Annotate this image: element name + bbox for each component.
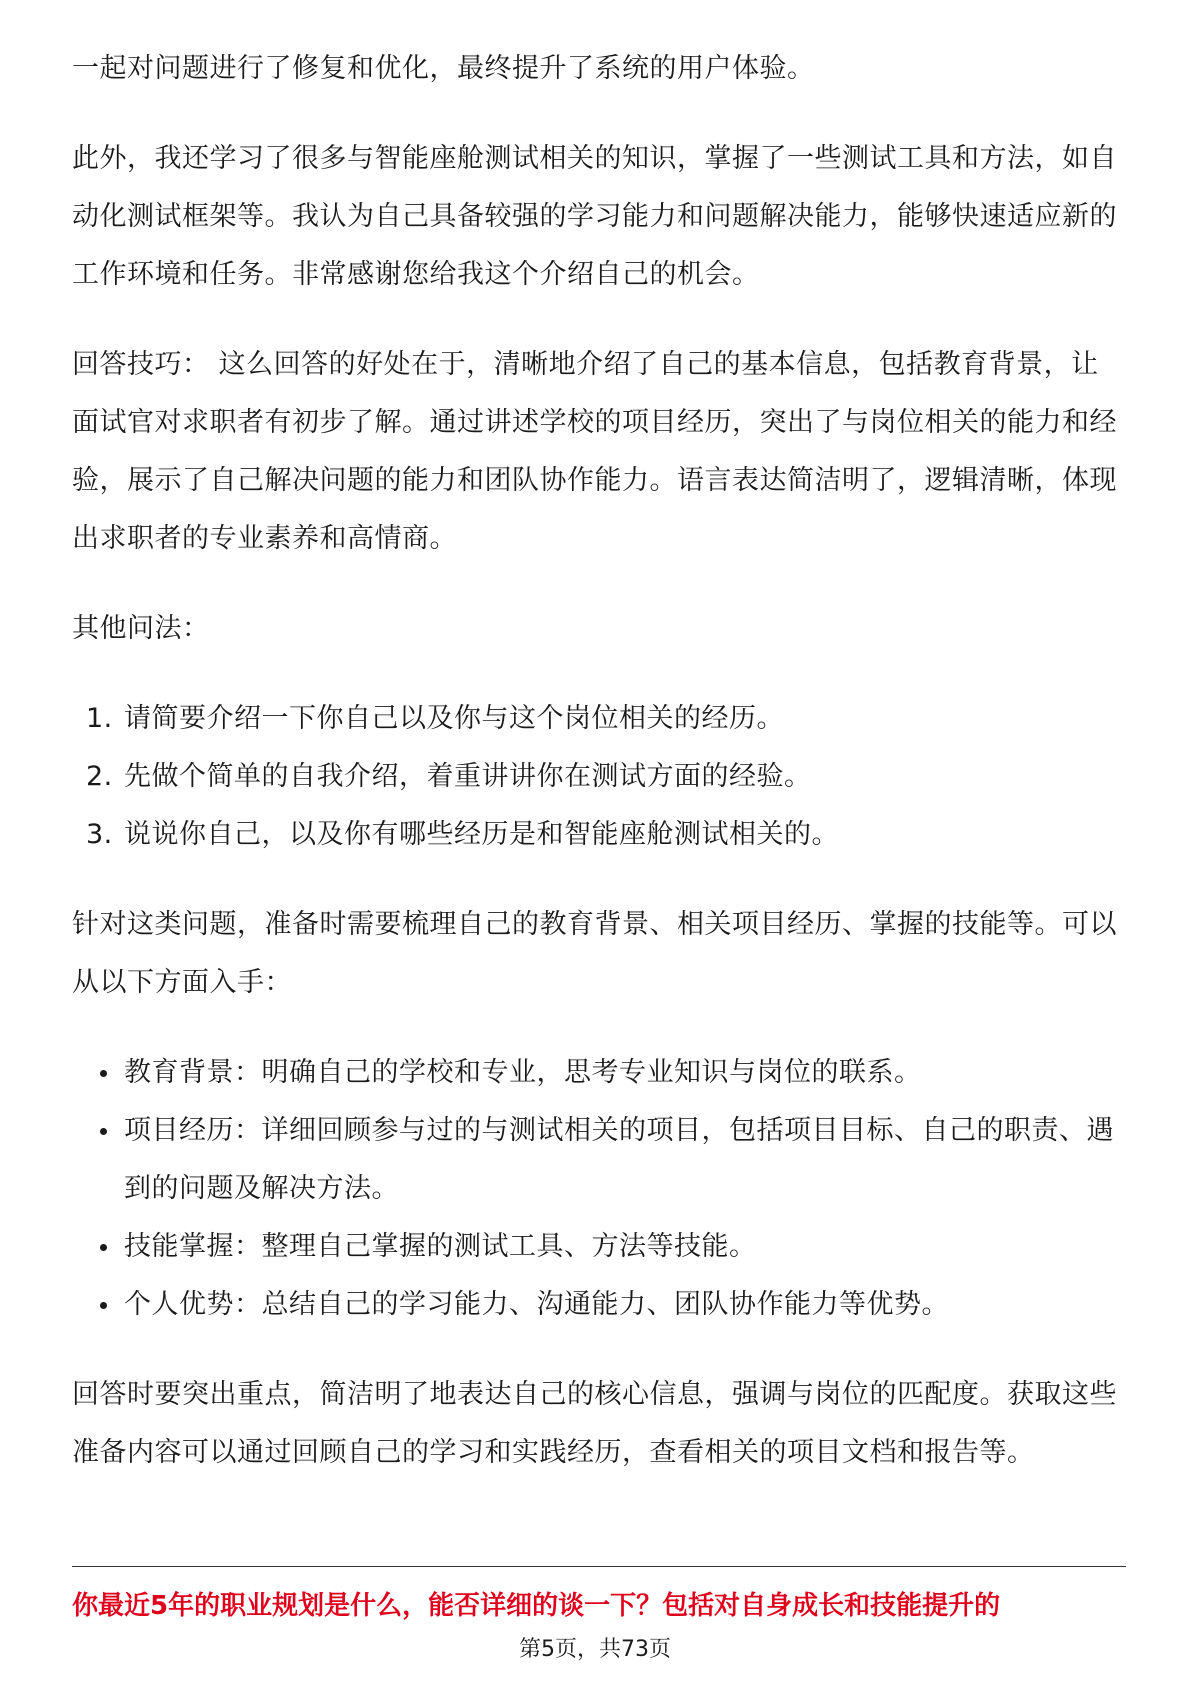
list-item (72, 1044, 1122, 1102)
list-item (72, 1102, 1122, 1218)
list-number: 2. (86, 761, 113, 792)
list-item-text: 教育背景：明确自己的学校和专业，思考专业知识与岗位的联系。 (124, 1057, 922, 1088)
next-question-heading: 你最近5年的职业规划是什么，能否详细的谈一下？包括对自身成长和技能提升的 (72, 1591, 1001, 1621)
preparation-points-list (72, 1044, 1122, 1334)
list-item-text: 说说你自己，以及你有哪些经历是和智能座舱测试相关的。 (124, 819, 839, 850)
page-number: 第5页，共73页 (519, 1637, 671, 1662)
list-item-text: 项目经历：详细回顾参与过的与测试相关的项目，包括项目目标、自己的职责、遇到的问题及解决方法。 (124, 1115, 1114, 1204)
bullet-icon (100, 1128, 107, 1135)
paragraph-intro-end: 一起对问题进行了修复和优化，最终提升了系统的用户体验。 (72, 53, 815, 84)
list-item (72, 690, 1122, 748)
list-item-text: 请简要介绍一下你自己以及你与这个岗位相关的经历。 (124, 703, 784, 734)
paragraph-other-questions-heading: 其他问法： (72, 613, 210, 644)
paragraph-additional-learning: 此外，我还学习了很多与智能座舱测试相关的知识，掌握了一些测试工具和方法，如自动化测试框架等。我认为自己具备较强的学习能力和问题解决能力，能够快速适应新的工作环境和任务。非常感谢您给我这个介绍自己的机会。 (72, 143, 1117, 290)
list-number: 3. (86, 819, 113, 850)
list-number: 1. (86, 703, 113, 734)
list-item-text: 先做个简单的自我介绍，着重讲讲你在测试方面的经验。 (124, 761, 812, 792)
document-body (72, 40, 1122, 1482)
list-item (72, 806, 1122, 864)
other-questions-list (72, 690, 1122, 864)
list-item (72, 748, 1122, 806)
bullet-icon (100, 1302, 107, 1309)
list-item (72, 1218, 1122, 1276)
bullet-icon (100, 1244, 107, 1251)
paragraph-preparation: 针对这类问题，准备时需要梳理自己的教育背景、相关项目经历、掌握的技能等。可以从以下方面入手： (72, 909, 1117, 998)
list-item-text: 技能掌握：整理自己掌握的测试工具、方法等技能。 (124, 1231, 757, 1262)
list-item-text: 个人优势：总结自己的学习能力、沟通能力、团队协作能力等优势。 (124, 1289, 949, 1320)
list-item (72, 1276, 1122, 1334)
paragraph-answer-tips: 回答技巧： 这么回答的好处在于，清晰地介绍了自己的基本信息，包括教育背景，让面试官对求职者有初步了解。通过讲述学校的项目经历，突出了与岗位相关的能力和经验，展示了自己解决问题的能力和团队协作能力。语言表达简洁明了，逻辑清晰，体现出求职者的专业素养和高情商。 (72, 349, 1117, 554)
paragraph-conclusion: 回答时要突出重点，简洁明了地表达自己的核心信息，强调与岗位的匹配度。获取这些准备内容可以通过回顾自己的学习和实践经历，查看相关的项目文档和报告等。 (72, 1379, 1117, 1468)
bullet-icon (100, 1070, 107, 1077)
divider (72, 1566, 1126, 1567)
